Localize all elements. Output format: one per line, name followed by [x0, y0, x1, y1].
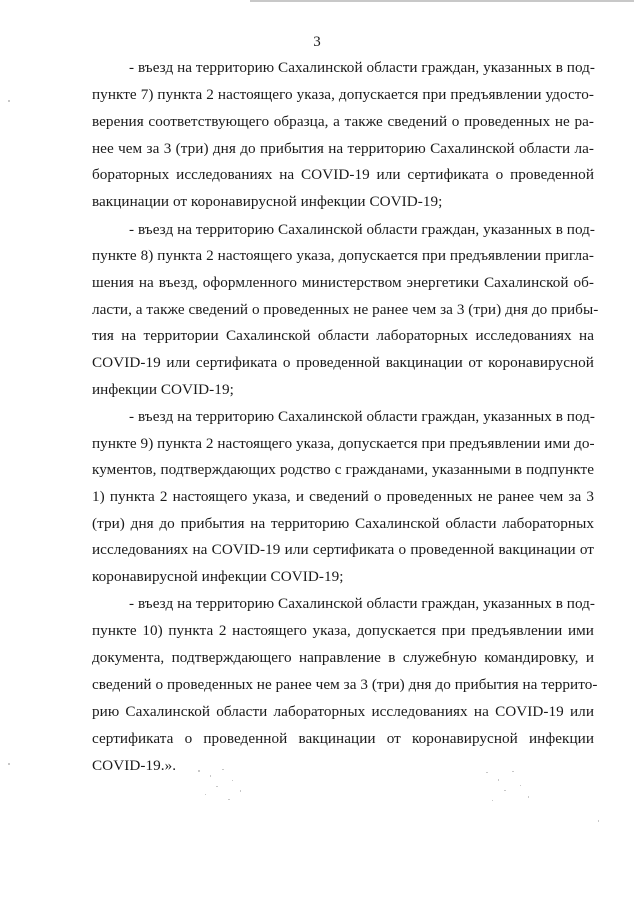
scan-speck — [205, 794, 206, 795]
scan-speck — [8, 100, 10, 102]
text-line: - въезд на территорию Сахалинской области граждан, указанных в под- — [129, 221, 596, 238]
text-line: пункте 7) пункта 2 настоящего указа, допускается при предъявлении удосто- — [92, 86, 594, 103]
text-line: коронавирусной инфекции COVID-19; — [92, 568, 344, 585]
text-line: - въезд на территорию Сахалинской области граждан, указанных в под- — [129, 59, 596, 76]
scan-speck — [228, 799, 230, 800]
text-line: сведений о проведенных не ранее чем за 3 (три) дня до прибытия на террито- — [92, 676, 598, 693]
text-line: 1) пункта 2 настоящего указа, и сведений о проведенных не ранее чем за 3 — [92, 488, 594, 505]
scan-speck — [210, 775, 211, 777]
scan-speck — [240, 790, 241, 792]
scan-speck — [504, 790, 506, 791]
text-line: бораторных исследованиях на COVID-19 или сертификата о проведенной — [92, 166, 594, 183]
scan-speck — [498, 779, 499, 781]
text-line: документа, подтверждающего направление в служебную командировку, и — [92, 649, 594, 666]
text-line: вакцинации от коронавирусной инфекции COVID-19; — [92, 193, 443, 210]
text-line: - въезд на территорию Сахалинской области граждан, указанных в под- — [129, 408, 596, 425]
scan-speck — [492, 800, 493, 801]
text-line: пункте 9) пункта 2 настоящего указа, допускается при предъявлении ими до- — [92, 435, 595, 452]
text-line: сертификата о проведенной вакцинации от коронавирусной инфекции — [92, 730, 594, 747]
scan-speck — [8, 763, 10, 765]
text-line: ласти, а также сведений о проведенных не ранее чем за 3 (три) дня до прибы- — [92, 301, 599, 318]
page-number: 3 — [313, 34, 321, 50]
scan-speck — [520, 785, 521, 786]
text-line: шения на въезд, оформленного министерством энергетики Сахалинской об- — [92, 274, 594, 291]
scan-speck — [598, 820, 599, 822]
text-line: рию Сахалинской области лабораторных исследованиях на COVID-19 или — [92, 703, 594, 720]
text-line: нее чем за 3 (три) дня до прибытия на территорию Сахалинской области ла- — [92, 140, 594, 157]
text-line: (три) дня до прибытия на территорию Сахалинской области лабораторных — [92, 515, 594, 532]
scan-speck — [198, 770, 200, 772]
scan-speck — [512, 771, 514, 772]
text-line: пункте 10) пункта 2 настоящего указа, допускается при предъявлении ими — [92, 622, 594, 639]
text-line: - въезд на территорию Сахалинской области граждан, указанных в под- — [129, 595, 596, 612]
text-line: COVID-19.». — [92, 757, 177, 774]
text-line: кументов, подтверждающих родство с гражданами, указанными в подпункте — [92, 461, 594, 478]
scan-speck — [216, 786, 218, 787]
scan-top-edge — [250, 0, 634, 2]
scan-speck — [528, 796, 529, 798]
text-line: исследованиях на COVID-19 или сертификата о проведенной вакцинации от — [92, 541, 594, 558]
scan-speck — [486, 772, 488, 773]
scan-speck — [232, 780, 233, 781]
scan-speck — [222, 769, 224, 770]
text-line: пункте 8) пункта 2 настоящего указа, допускается при предъявлении пригла- — [92, 247, 594, 264]
text-line: инфекции COVID-19; — [92, 381, 234, 398]
text-line: тия на территории Сахалинской области лабораторных исследованиях на — [92, 327, 594, 344]
text-line: COVID-19 или сертификата о проведенной вакцинации от коронавирусной — [92, 354, 594, 371]
text-line: верения соответствующего образца, а также сведений о проведенных не ра- — [92, 113, 594, 130]
